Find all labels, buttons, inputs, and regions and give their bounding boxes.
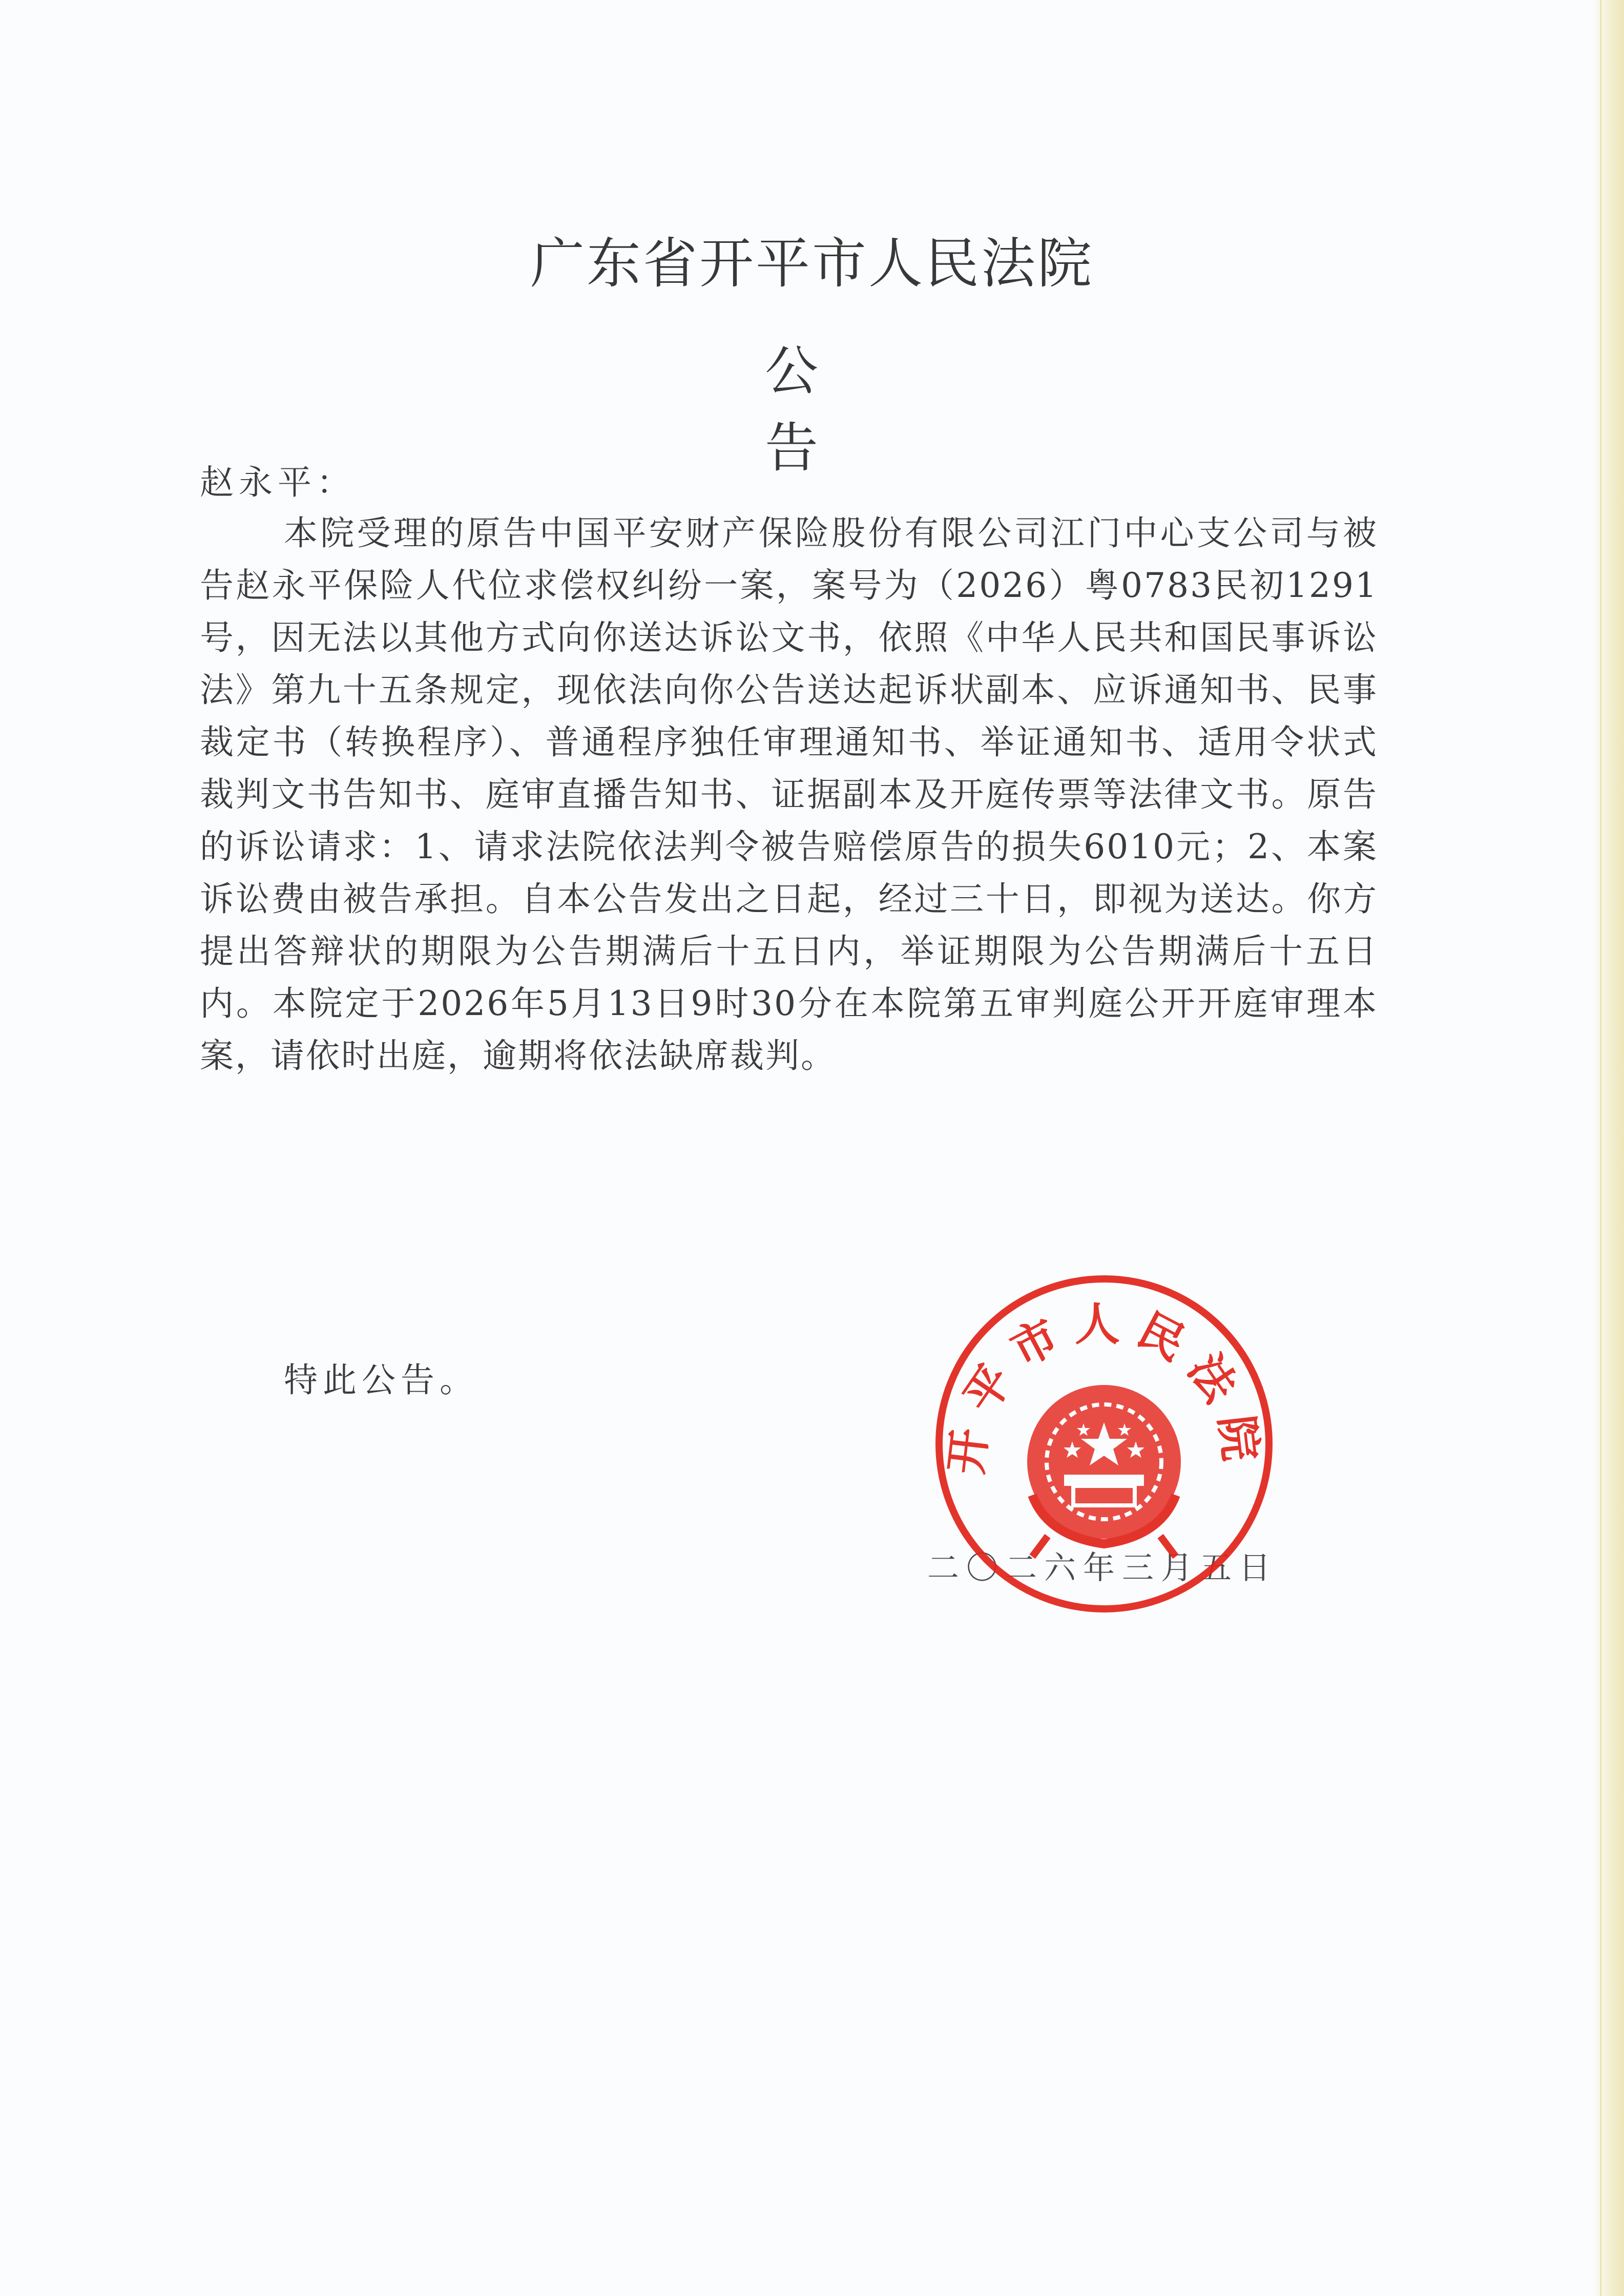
addressee: 赵永平： bbox=[200, 463, 356, 502]
issue-date: 二〇二六年三月五日 bbox=[927, 1549, 1278, 1586]
notice-body-paragraph: 本院受理的原告中国平安财产保险股份有限公司江门中心支公司与被告赵永平保险人代位求偿权纠纷一案，案号为（2026）粤0783民初1291号，因无法以其他方式向你送达诉讼文书，依照《中华人民共和国民事诉讼法》第九十五条规定，现依法向你公告送达起诉状副本、应诉通知书、民事裁定书（转换程序）、普通程序独任审理通知书、举证通知书、适用令状式裁判文书告知书、庭审直播告知书、证据副本及开庭传票等法律文书。原告的诉讼请求：1、请求法院依法判令被告赔偿原告的损失6010元；2、本案诉讼费由被告承担。自本公告发出之日起，经过三十日，即视为送达。你方提出答辩状的期限为公告期满后十五日内，举证期限为公告期满后十五日内。本院定于2026年5月13日9时30分在本院第五审判庭公开开庭审理本案，请依时出庭，逾期将依法缺席裁判。 bbox=[200, 513, 1378, 1075]
notice-title: 公 告 bbox=[764, 340, 849, 479]
court-name-heading: 广东省开平市人民法院 bbox=[530, 232, 1094, 295]
paper-edge bbox=[1593, 0, 1624, 2296]
court-seal bbox=[930, 1270, 1278, 1618]
national-emblem-icon bbox=[1027, 1385, 1181, 1557]
closing-statement: 特此公告。 bbox=[284, 1360, 478, 1400]
seal-text: 开平市人民法院 bbox=[939, 1297, 1269, 1477]
paper-edge-line bbox=[1600, 0, 1601, 2296]
